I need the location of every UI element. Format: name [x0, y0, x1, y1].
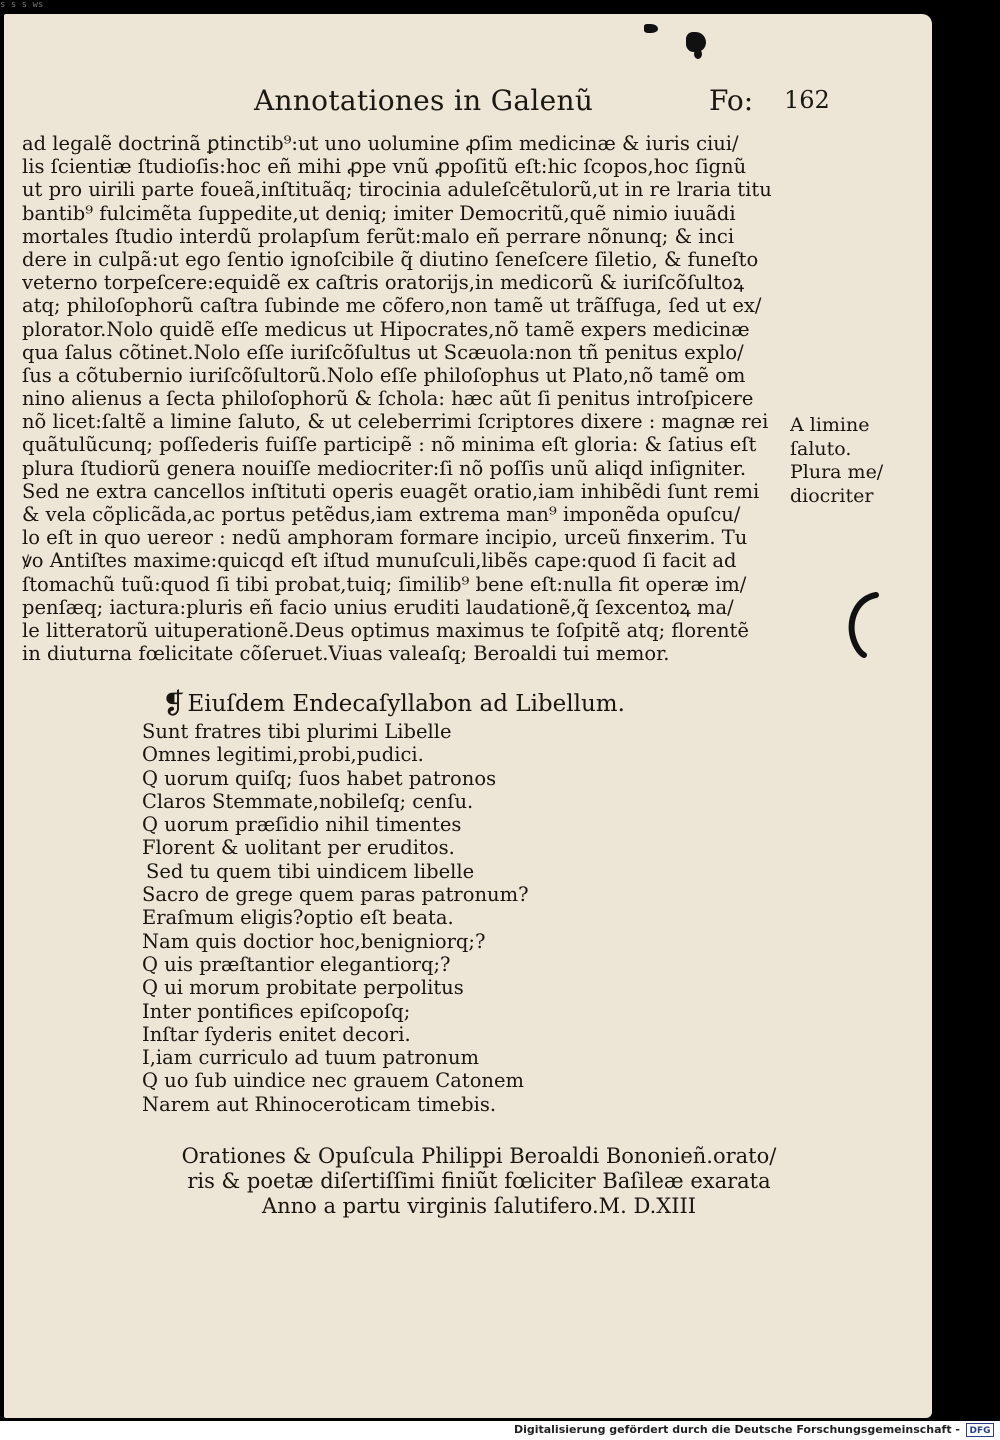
marginal-note: ſaluto.: [790, 437, 852, 460]
text-line: dere in culpã:ut ego ſentio ignoſcibile q̃ diutino ſeneſcere ſiletio, & funeſto: [22, 247, 759, 271]
scan-edge-strip: s s s ws: [0, 0, 44, 10]
funding-footer: [0, 1421, 1000, 1440]
verse-line: Inter pontifices epiſcopoſq;: [142, 999, 411, 1023]
book-page: [4, 14, 932, 1418]
text-line: ad legalẽ doctrinã ꝑtinctib⁹:ut uno uolumine ꝓſim medicinæ & iuris ciui/: [22, 132, 739, 155]
funding-text: Digitalisierung gefördert durch die Deutsche Forschungsgemeinschaft -: [513, 1423, 960, 1436]
verse-line: Inſtar ſyderis enitet decori.: [142, 1022, 411, 1046]
text-line: ſus a cõtubernio iuriſcõſultorũ.Nolo eſſe philoſophus ut Plato,nõ tamẽ om: [22, 363, 746, 387]
folio-number: 162: [784, 86, 830, 114]
colophon-line: Orationes & Opuſcula Philippi Beroaldi Bononieñ.orato/: [181, 1144, 777, 1168]
verse-line: Omnes legitimi,probi,pudici.: [142, 743, 424, 767]
verse-line: Sacro de grege quem paras patronum?: [142, 883, 529, 907]
running-header: [4, 84, 932, 124]
marginal-note: A limine: [790, 414, 870, 436]
marginal-note: diocriter: [790, 484, 874, 507]
marginal-notes: [790, 414, 930, 508]
verse-line: Claros Stemmate,nobileſq; cenſu.: [142, 789, 474, 813]
text-line: in diuturna fœlicitate cõſeruet.Viuas valeaſq; Beroaldi tui memor.: [22, 642, 670, 666]
running-title: Annotationes in Galenũ: [254, 84, 594, 117]
text-line: penſæq; iactura:pluris eñ facio unius eruditi laudationẽ,q̃ ſexcentoꝝ ma/: [22, 595, 734, 619]
text-line: plura ſtudiorũ genera nouiſſe mediocriter:ſi nõ poſſis unũ aliqd inſigniter.: [22, 456, 747, 480]
colophon-line: Anno a partu virginis ſalutifero.M. D.XIII: [261, 1194, 697, 1218]
verse-line: Sed tu quem tibi uindicem libelle: [146, 859, 475, 883]
poem-title: [162, 687, 625, 720]
text-line: lo eſt in quo uereor : nedũ amphoram formare incipio, urceũ finxerim. Tu: [22, 526, 748, 550]
marginal-note: Plura me/: [790, 461, 884, 483]
body-text: [22, 132, 787, 665]
verse-line: Q uo ſub uindice nec grauem Catonem: [142, 1069, 525, 1093]
verse-line: Q uorum præſidio nihil timentes: [142, 813, 462, 837]
colophon: [154, 1144, 804, 1219]
verse-line: I,iam curriculo ad tuum patronum: [142, 1046, 480, 1070]
verse-line: Q uorum quiſq; ſuos habet patronos: [142, 766, 497, 790]
verse-line: Q ui morum probitate perpolitus: [142, 976, 464, 1000]
dfg-logo: DFG: [966, 1423, 994, 1437]
text-line: ſtomachũ tuũ:quod ſi tibi probat,tuiq; ſimilib⁹ bene eſt:nulla fit operæ im/: [22, 572, 747, 596]
text-line: atq; philoſophorũ caſtra ſubinde me cõfero,non tamẽ ut trãſfuga, ſed ut ex/: [22, 294, 762, 318]
verse-line: Sunt fratres tibi plurimi Libelle: [142, 720, 452, 743]
verse-line: Florent & uolitant per eruditos.: [142, 836, 455, 860]
text-line: plorator.Nolo quidẽ eſſe medicus ut Hipocrates,nõ tamẽ expers medicinæ: [22, 317, 750, 341]
folio-label: Fo:: [709, 84, 754, 117]
pilcrow-icon: ❡: [162, 687, 186, 720]
text-line: Sed ne extra cancellos inſtituti operis euagẽt oratio,iam inhibẽdi ſunt remi: [22, 479, 760, 503]
text-line: le litteratorũ uituperationẽ.Deus optimus maximus te ſoſpitẽ atq; florentẽ: [22, 618, 749, 642]
text-line: ꝟo Antiſtes maxime:quicqd eſt iſtud munuſculi,libẽs cape:quod ſi facit ad: [22, 549, 737, 573]
text-line: & vela cõplicãda,ac portus petẽdus,iam extrema man⁹ imponẽda opuſcu/: [22, 503, 741, 526]
text-line: nõ licet:ſaltẽ a limine ſaluto, & ut celeberrimi ſcriptores dixere : magnæ rei: [22, 410, 769, 434]
verse-line: Narem aut Rhinoceroticam timebis.: [142, 1092, 497, 1116]
text-line: nino alienus a ſecta philoſophorũ & ſchola: hæc aũt ſi penitus introſpicere: [22, 387, 754, 411]
text-line: mortales ſtudio interdũ prolapſum ferũt:malo eñ perrare nõnunq; & inci: [22, 224, 735, 248]
text-line: bantib⁹ fulcimẽta ſuppedite,ut deniq; imiter Democritũ,quẽ nimio iuuãdi: [22, 201, 736, 225]
poem: [142, 720, 702, 1116]
text-line: qua ſalus cõtinet.Nolo eſſe iuriſcõſultus ut Scæuola:non tñ penitus explo/: [22, 340, 744, 364]
colophon-line: ris & poetæ diſertiſſimi finiũt fœliciter Baſileæ exarata: [187, 1169, 771, 1193]
verse-line: Eraſmum eligis?optio eſt beata.: [142, 906, 454, 930]
text-line: lis ſcientiæ ſtudioſis:hoc eñ mihi ꝓpe vnũ ꝓpoſitũ eſt:hic ſcopos,hoc ſignũ: [22, 155, 747, 179]
text-line: quãtulũcunq; poſſederis fuiſſe participẽ : nõ minima eſt gloria: & ſatius eſt: [22, 433, 757, 457]
text-line: ut pro uirili parte foueã,inſtituãq; tirocinia aduleſcẽtulorũ,ut in re lraria titu: [22, 178, 772, 202]
bracket-mark-icon: [846, 589, 880, 659]
poem-title-text: Eiuſdem Endecaſyllabon ad Libellum.: [187, 691, 625, 717]
verse-line: Q uis præſtantior elegantiorq;?: [142, 952, 451, 976]
verse-line: Nam quis doctior hoc,benigniorq;?: [142, 929, 486, 953]
text-line: veterno torpeſcere:equidẽ ex caſtris oratorijs,in medicorũ & iuriſcõſultoꝝ: [22, 271, 745, 295]
